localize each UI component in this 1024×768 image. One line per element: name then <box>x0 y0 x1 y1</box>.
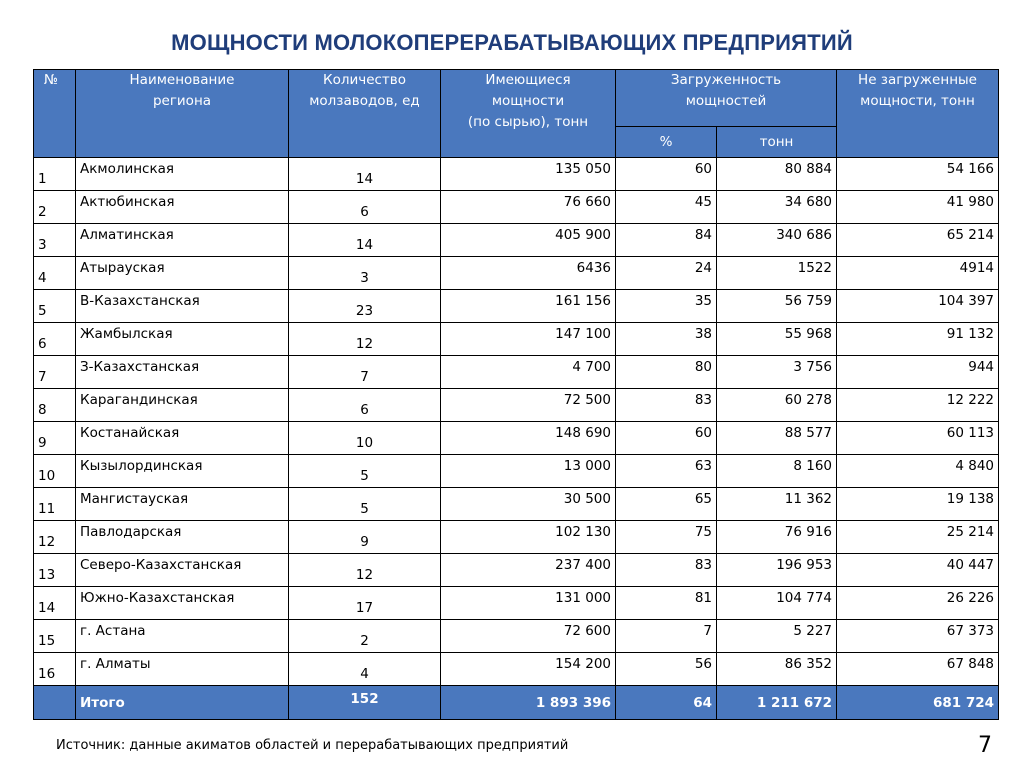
header-plants-count: Количество молзаводов, ед <box>289 70 441 158</box>
cell-num: 15 <box>34 620 76 653</box>
table-row <box>34 191 999 224</box>
cell-load-percent: 83 <box>616 554 717 587</box>
cell-plants-count: 2 <box>289 620 441 653</box>
table-header <box>34 70 999 158</box>
cell-num: 12 <box>34 521 76 554</box>
cell-unused-capacity: 104 397 <box>837 290 999 323</box>
cell-plants-count: 3 <box>289 257 441 290</box>
cell-unused-capacity: 91 132 <box>837 323 999 356</box>
table-row <box>34 290 999 323</box>
cell-region-name: Южно-Казахстанская <box>76 587 289 620</box>
cell-available-capacity: 154 200 <box>441 653 616 686</box>
cell-load-percent: 65 <box>616 488 717 521</box>
cell-num: 5 <box>34 290 76 323</box>
cell-plants-count: 14 <box>289 158 441 191</box>
cell-load-tons: 11 362 <box>717 488 837 521</box>
cell-region-name: Костанайская <box>76 422 289 455</box>
cell-load-tons: 80 884 <box>717 158 837 191</box>
cell-total-unused: 681 724 <box>837 686 999 720</box>
cell-plants-count: 5 <box>289 455 441 488</box>
cell-num: 4 <box>34 257 76 290</box>
header-num: № <box>34 70 76 158</box>
cell-unused-capacity: 67 373 <box>837 620 999 653</box>
cell-num <box>34 686 76 720</box>
cell-num: 8 <box>34 389 76 422</box>
cell-available-capacity: 161 156 <box>441 290 616 323</box>
header-load-percent: % <box>616 127 717 158</box>
cell-load-tons: 34 680 <box>717 191 837 224</box>
header-region-name: Наименование региона <box>76 70 289 158</box>
cell-load-tons: 56 759 <box>717 290 837 323</box>
table-body <box>34 158 999 720</box>
cell-num: 6 <box>34 323 76 356</box>
cell-region-name: В-Казахстанская <box>76 290 289 323</box>
cell-load-percent: 80 <box>616 356 717 389</box>
cell-num: 1 <box>34 158 76 191</box>
source-note: Источник: данные акиматов областей и перерабатывающих предприятий <box>56 738 569 753</box>
cell-plants-count: 10 <box>289 422 441 455</box>
cell-load-percent: 63 <box>616 455 717 488</box>
cell-region-name: З-Казахстанская <box>76 356 289 389</box>
cell-plants-count: 9 <box>289 521 441 554</box>
cell-num: 10 <box>34 455 76 488</box>
table-row <box>34 455 999 488</box>
cell-num: 11 <box>34 488 76 521</box>
cell-plants-count: 4 <box>289 653 441 686</box>
cell-total-capacity: 1 893 396 <box>441 686 616 720</box>
cell-plants-count: 7 <box>289 356 441 389</box>
cell-unused-capacity: 4 840 <box>837 455 999 488</box>
cell-unused-capacity: 12 222 <box>837 389 999 422</box>
table-row <box>34 620 999 653</box>
table-row <box>34 422 999 455</box>
cell-num: 7 <box>34 356 76 389</box>
cell-available-capacity: 102 130 <box>441 521 616 554</box>
cell-plants-count: 6 <box>289 191 441 224</box>
table-row <box>34 389 999 422</box>
cell-unused-capacity: 25 214 <box>837 521 999 554</box>
cell-unused-capacity: 65 214 <box>837 224 999 257</box>
cell-load-percent: 45 <box>616 191 717 224</box>
cell-num: 14 <box>34 587 76 620</box>
cell-unused-capacity: 26 226 <box>837 587 999 620</box>
cell-load-tons: 3 756 <box>717 356 837 389</box>
cell-plants-count: 23 <box>289 290 441 323</box>
cell-load-tons: 8 160 <box>717 455 837 488</box>
table-row <box>34 554 999 587</box>
cell-available-capacity: 4 700 <box>441 356 616 389</box>
cell-load-percent: 84 <box>616 224 717 257</box>
cell-available-capacity: 148 690 <box>441 422 616 455</box>
cell-total-plants: 152 <box>289 686 441 720</box>
cell-region-name: Мангистауская <box>76 488 289 521</box>
cell-load-tons: 55 968 <box>717 323 837 356</box>
table-row <box>34 323 999 356</box>
cell-region-name: Актюбинская <box>76 191 289 224</box>
cell-region-name: Северо-Казахстанская <box>76 554 289 587</box>
cell-total-load-percent: 64 <box>616 686 717 720</box>
table-row <box>34 356 999 389</box>
cell-available-capacity: 76 660 <box>441 191 616 224</box>
cell-total-label: Итого <box>76 686 289 720</box>
cell-load-percent: 81 <box>616 587 717 620</box>
cell-unused-capacity: 60 113 <box>837 422 999 455</box>
capacity-table <box>33 69 999 720</box>
cell-plants-count: 5 <box>289 488 441 521</box>
cell-unused-capacity: 67 848 <box>837 653 999 686</box>
cell-region-name: г. Алматы <box>76 653 289 686</box>
cell-region-name: Алматинская <box>76 224 289 257</box>
cell-load-tons: 5 227 <box>717 620 837 653</box>
cell-plants-count: 17 <box>289 587 441 620</box>
cell-plants-count: 6 <box>289 389 441 422</box>
cell-available-capacity: 147 100 <box>441 323 616 356</box>
cell-load-percent: 83 <box>616 389 717 422</box>
cell-unused-capacity: 54 166 <box>837 158 999 191</box>
cell-available-capacity: 6436 <box>441 257 616 290</box>
cell-load-tons: 340 686 <box>717 224 837 257</box>
cell-available-capacity: 131 000 <box>441 587 616 620</box>
cell-available-capacity: 72 600 <box>441 620 616 653</box>
page-number: 7 <box>978 733 992 758</box>
cell-plants-count: 14 <box>289 224 441 257</box>
cell-region-name: Павлодарская <box>76 521 289 554</box>
cell-load-percent: 75 <box>616 521 717 554</box>
cell-load-tons: 86 352 <box>717 653 837 686</box>
header-available-capacity: Имеющиеся мощности (по сырью), тонн <box>441 70 616 158</box>
cell-load-tons: 88 577 <box>717 422 837 455</box>
header-capacity-load: Загруженность мощностей <box>616 70 837 127</box>
table-row <box>34 257 999 290</box>
cell-load-tons: 104 774 <box>717 587 837 620</box>
cell-load-tons: 1522 <box>717 257 837 290</box>
cell-unused-capacity: 40 447 <box>837 554 999 587</box>
cell-load-tons: 196 953 <box>717 554 837 587</box>
cell-plants-count: 12 <box>289 554 441 587</box>
table-row <box>34 521 999 554</box>
cell-region-name: Жамбылская <box>76 323 289 356</box>
cell-total-load-tons: 1 211 672 <box>717 686 837 720</box>
cell-num: 16 <box>34 653 76 686</box>
cell-load-percent: 7 <box>616 620 717 653</box>
table-row <box>34 158 999 191</box>
cell-available-capacity: 30 500 <box>441 488 616 521</box>
cell-unused-capacity: 944 <box>837 356 999 389</box>
cell-num: 3 <box>34 224 76 257</box>
cell-load-tons: 60 278 <box>717 389 837 422</box>
page-title: МОЩНОСТИ МОЛОКОПЕРЕРАБАТЫВАЮЩИХ ПРЕДПРИЯТИЙ <box>171 30 853 55</box>
cell-load-percent: 60 <box>616 422 717 455</box>
cell-load-tons: 76 916 <box>717 521 837 554</box>
cell-available-capacity: 13 000 <box>441 455 616 488</box>
cell-num: 13 <box>34 554 76 587</box>
cell-available-capacity: 405 900 <box>441 224 616 257</box>
header-load-tons: тонн <box>717 127 837 158</box>
table-row <box>34 653 999 686</box>
cell-load-percent: 35 <box>616 290 717 323</box>
cell-unused-capacity: 4914 <box>837 257 999 290</box>
cell-num: 2 <box>34 191 76 224</box>
cell-unused-capacity: 41 980 <box>837 191 999 224</box>
cell-available-capacity: 72 500 <box>441 389 616 422</box>
cell-plants-count: 12 <box>289 323 441 356</box>
table-row <box>34 488 999 521</box>
table-row <box>34 224 999 257</box>
cell-region-name: Акмолинская <box>76 158 289 191</box>
cell-load-percent: 60 <box>616 158 717 191</box>
table-row <box>34 587 999 620</box>
cell-num: 9 <box>34 422 76 455</box>
header-unused-capacity: Не загруженные мощности, тонн <box>837 70 999 158</box>
cell-available-capacity: 135 050 <box>441 158 616 191</box>
total-row <box>34 686 999 720</box>
cell-unused-capacity: 19 138 <box>837 488 999 521</box>
cell-available-capacity: 237 400 <box>441 554 616 587</box>
cell-load-percent: 38 <box>616 323 717 356</box>
cell-region-name: г. Астана <box>76 620 289 653</box>
cell-region-name: Карагандинская <box>76 389 289 422</box>
cell-region-name: Кызылординская <box>76 455 289 488</box>
cell-region-name: Атырауская <box>76 257 289 290</box>
cell-load-percent: 24 <box>616 257 717 290</box>
cell-load-percent: 56 <box>616 653 717 686</box>
